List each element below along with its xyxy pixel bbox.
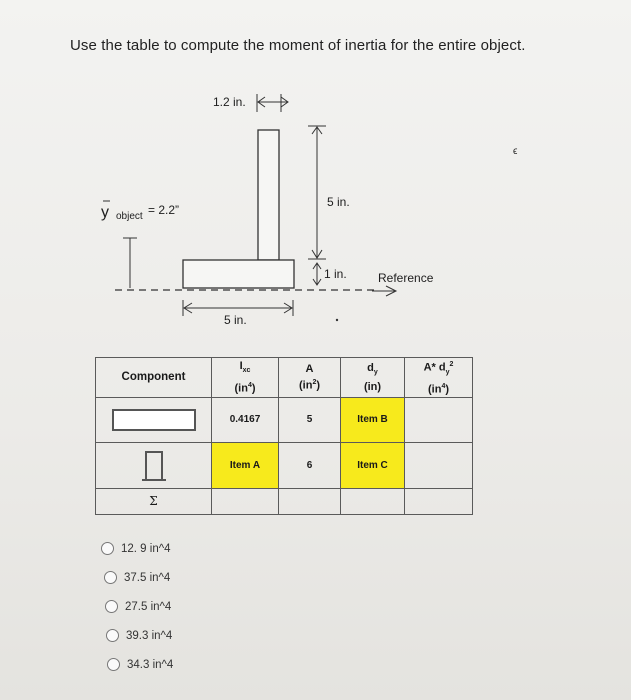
base-flange-shape <box>183 260 294 288</box>
row1-area: 5 <box>279 397 341 442</box>
moment-of-inertia-table <box>95 357 473 515</box>
ybar-subscript: object <box>116 211 143 222</box>
dim-base-height: 1 in. <box>324 267 347 281</box>
table-row <box>96 442 473 488</box>
answer-option-1[interactable] <box>101 542 171 555</box>
vertical-post-icon <box>145 451 163 479</box>
ybar-symbol: y <box>101 204 109 221</box>
header-dy: $d_y$ (in) <box>341 358 405 398</box>
table-row <box>96 397 473 442</box>
vertical-post-shape <box>258 130 279 260</box>
svg-text:ϵ: ϵ <box>513 146 518 157</box>
answer-option-5[interactable] <box>107 658 173 671</box>
dim-post-height: 5 in. <box>327 195 350 209</box>
radio-button[interactable] <box>105 600 118 613</box>
radio-button[interactable] <box>106 629 119 642</box>
row1-ixc: 0.4167 <box>212 397 279 442</box>
radio-button[interactable] <box>101 542 114 555</box>
radio-button[interactable] <box>104 571 117 584</box>
option-label: 27.5 in^4 <box>125 600 172 613</box>
component-base-symbol <box>96 397 212 442</box>
row1-dy-item-b: Item B <box>341 397 405 442</box>
row1-ad2 <box>405 397 473 442</box>
row2-ad2 <box>405 442 473 488</box>
answer-option-4[interactable] <box>106 629 172 642</box>
header-ixc: $I_{xc}$ $(in^4)$ <box>212 358 279 398</box>
component-post-symbol <box>96 442 212 488</box>
t-section-diagram <box>0 0 631 345</box>
horizontal-rectangle-icon <box>112 409 196 431</box>
sum-symbol: Σ <box>96 488 212 514</box>
table-sum-row <box>96 488 473 514</box>
radio-button[interactable] <box>107 658 120 671</box>
header-ad2: A* $d_y^2$ $(in^4)$ <box>405 358 473 398</box>
answer-option-3[interactable] <box>105 600 171 613</box>
row2-dy-item-c: Item C <box>341 442 405 488</box>
dim-top-width: 1.2 in. <box>213 95 246 109</box>
ybar-value: = 2.2” <box>148 203 180 217</box>
option-label: 12. 9 in^4 <box>121 542 171 555</box>
question-prompt: Use the table to compute the moment of inertia for the entire object. <box>70 37 526 54</box>
option-label: 39.3 in^4 <box>126 629 173 642</box>
table-header-row <box>96 358 473 398</box>
dim-base-width: 5 in. <box>224 313 247 327</box>
header-component: Component <box>96 358 212 398</box>
row2-ixc-item-a: Item A <box>212 442 279 488</box>
option-label: 34.3 in^4 <box>127 658 174 671</box>
reference-label: Reference <box>378 271 434 285</box>
answer-option-2[interactable] <box>104 571 170 584</box>
header-area: A $(in^2)$ <box>279 358 341 398</box>
row2-area: 6 <box>279 442 341 488</box>
option-label: 37.5 in^4 <box>124 571 171 584</box>
